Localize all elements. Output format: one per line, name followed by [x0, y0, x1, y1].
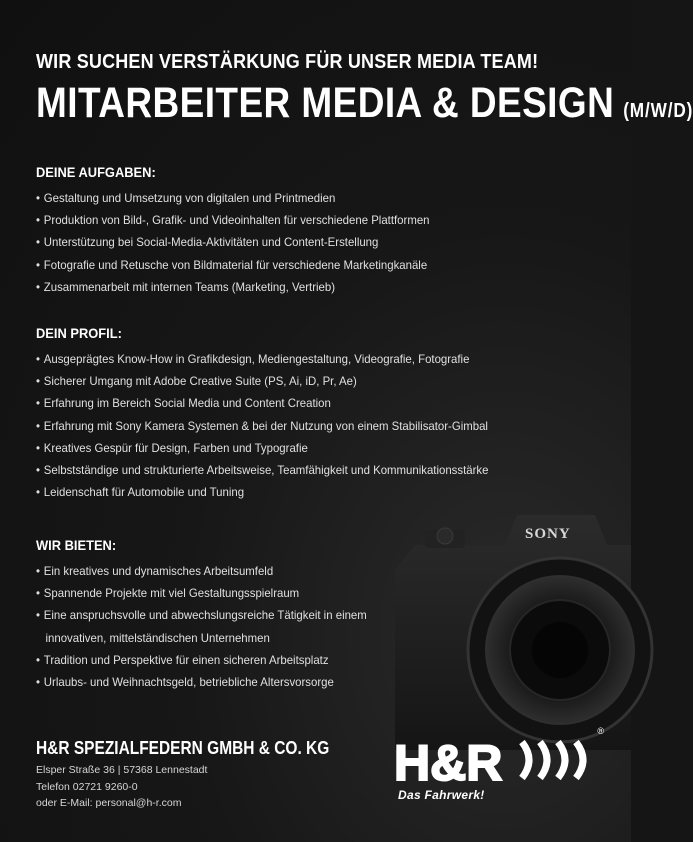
company-phone: Telefon 02721 9260-0: [36, 780, 138, 793]
list-item: • Ein kreatives und dynamisches Arbeitsumfeld: [36, 564, 274, 578]
company-email[interactable]: oder E-Mail: personal@h-r.com: [36, 797, 182, 809]
list-item: • Sicherer Umgang mit Adobe Creative Suite (PS, Ai, iD, Pr, Ae): [36, 374, 357, 389]
list-item: • Spannende Projekte mit viel Gestaltungsspielraum: [36, 586, 300, 601]
list-item: • Kreatives Gespür für Design, Farben und Typografie: [36, 440, 308, 455]
list-item: • Eine anspruchsvolle und abwechslungsreiche Tätigkeit in einem: [36, 608, 367, 623]
company-logo: [390, 726, 604, 820]
logo-mark: [390, 728, 600, 820]
list-item: • Urlaubs- und Weihnachtsgeld, betriebliche Altersvorsorge: [36, 675, 334, 690]
list-item: • Zusammenarbeit mit internen Teams (Marketing, Vertrieb): [36, 279, 336, 294]
page-title: MITARBEITER MEDIA & DESIGN: [36, 79, 615, 127]
list-item: • Unterstützung bei Social-Media-Aktivitäten und Content-Erstellung: [36, 235, 379, 250]
header: [36, 50, 693, 127]
camera-brand-label: SONY: [525, 526, 571, 542]
list-item: • Produktion von Bild-, Grafik- und Videoinhalten für verschiedene Plattformen: [36, 213, 430, 228]
title-row: [36, 79, 693, 127]
page-subtitle: WIR SUCHEN VERSTÄRKUNG FÜR UNSER MEDIA TEAM!: [36, 51, 539, 73]
profile-heading: DEIN PROFIL:: [36, 325, 122, 341]
list-item: • Erfahrung im Bereich Social Media und Content Creation: [36, 396, 331, 411]
tasks-heading: DEINE AUFGABEN:: [36, 164, 156, 180]
tasks-section: [36, 163, 606, 298]
registered-mark: ®: [597, 726, 604, 736]
list-item: • Leidenschaft für Automobile und Tuning: [36, 485, 245, 500]
offer-section: [36, 536, 606, 693]
list-item: • Ausgeprägtes Know-How in Grafikdesign, Mediengestaltung, Videografie, Fotografie: [36, 352, 470, 366]
list-item: • Gestaltung und Umsetzung von digitalen und Printmedien: [36, 191, 336, 205]
logo-text: H&R: [394, 735, 503, 791]
company-info: [36, 737, 376, 812]
gender-suffix: (M/W/D): [623, 100, 693, 122]
list-item: • Fotografie und Retusche von Bildmaterial für verschiedene Marketingkanäle: [36, 257, 428, 272]
company-address: Elsper Straße 36 | 57368 Lennestadt: [36, 764, 208, 776]
company-name: H&R SPEZIALFEDERN GMBH & CO. KG: [36, 738, 330, 758]
offer-heading: WIR BIETEN:: [36, 537, 117, 553]
list-item: innovativen, mittelständischen Unternehmen: [45, 630, 270, 645]
list-item: • Selbstständige und strukturierte Arbeitsweise, Teamfähigkeit und Kommunikationsstärke: [36, 463, 489, 478]
list-item: • Erfahrung mit Sony Kamera Systemen & bei der Nutzung von einem Stabilisator-Gimbal: [36, 418, 488, 433]
logo-tagline: Das Fahrwerk!: [398, 788, 485, 802]
tasks-list: [36, 187, 606, 298]
profile-list: [36, 348, 606, 503]
offer-list: [36, 560, 606, 693]
profile-section: [36, 324, 606, 503]
list-item: • Tradition und Perspektive für einen sicheren Arbeitsplatz: [36, 652, 329, 667]
contact-block: [36, 762, 376, 812]
